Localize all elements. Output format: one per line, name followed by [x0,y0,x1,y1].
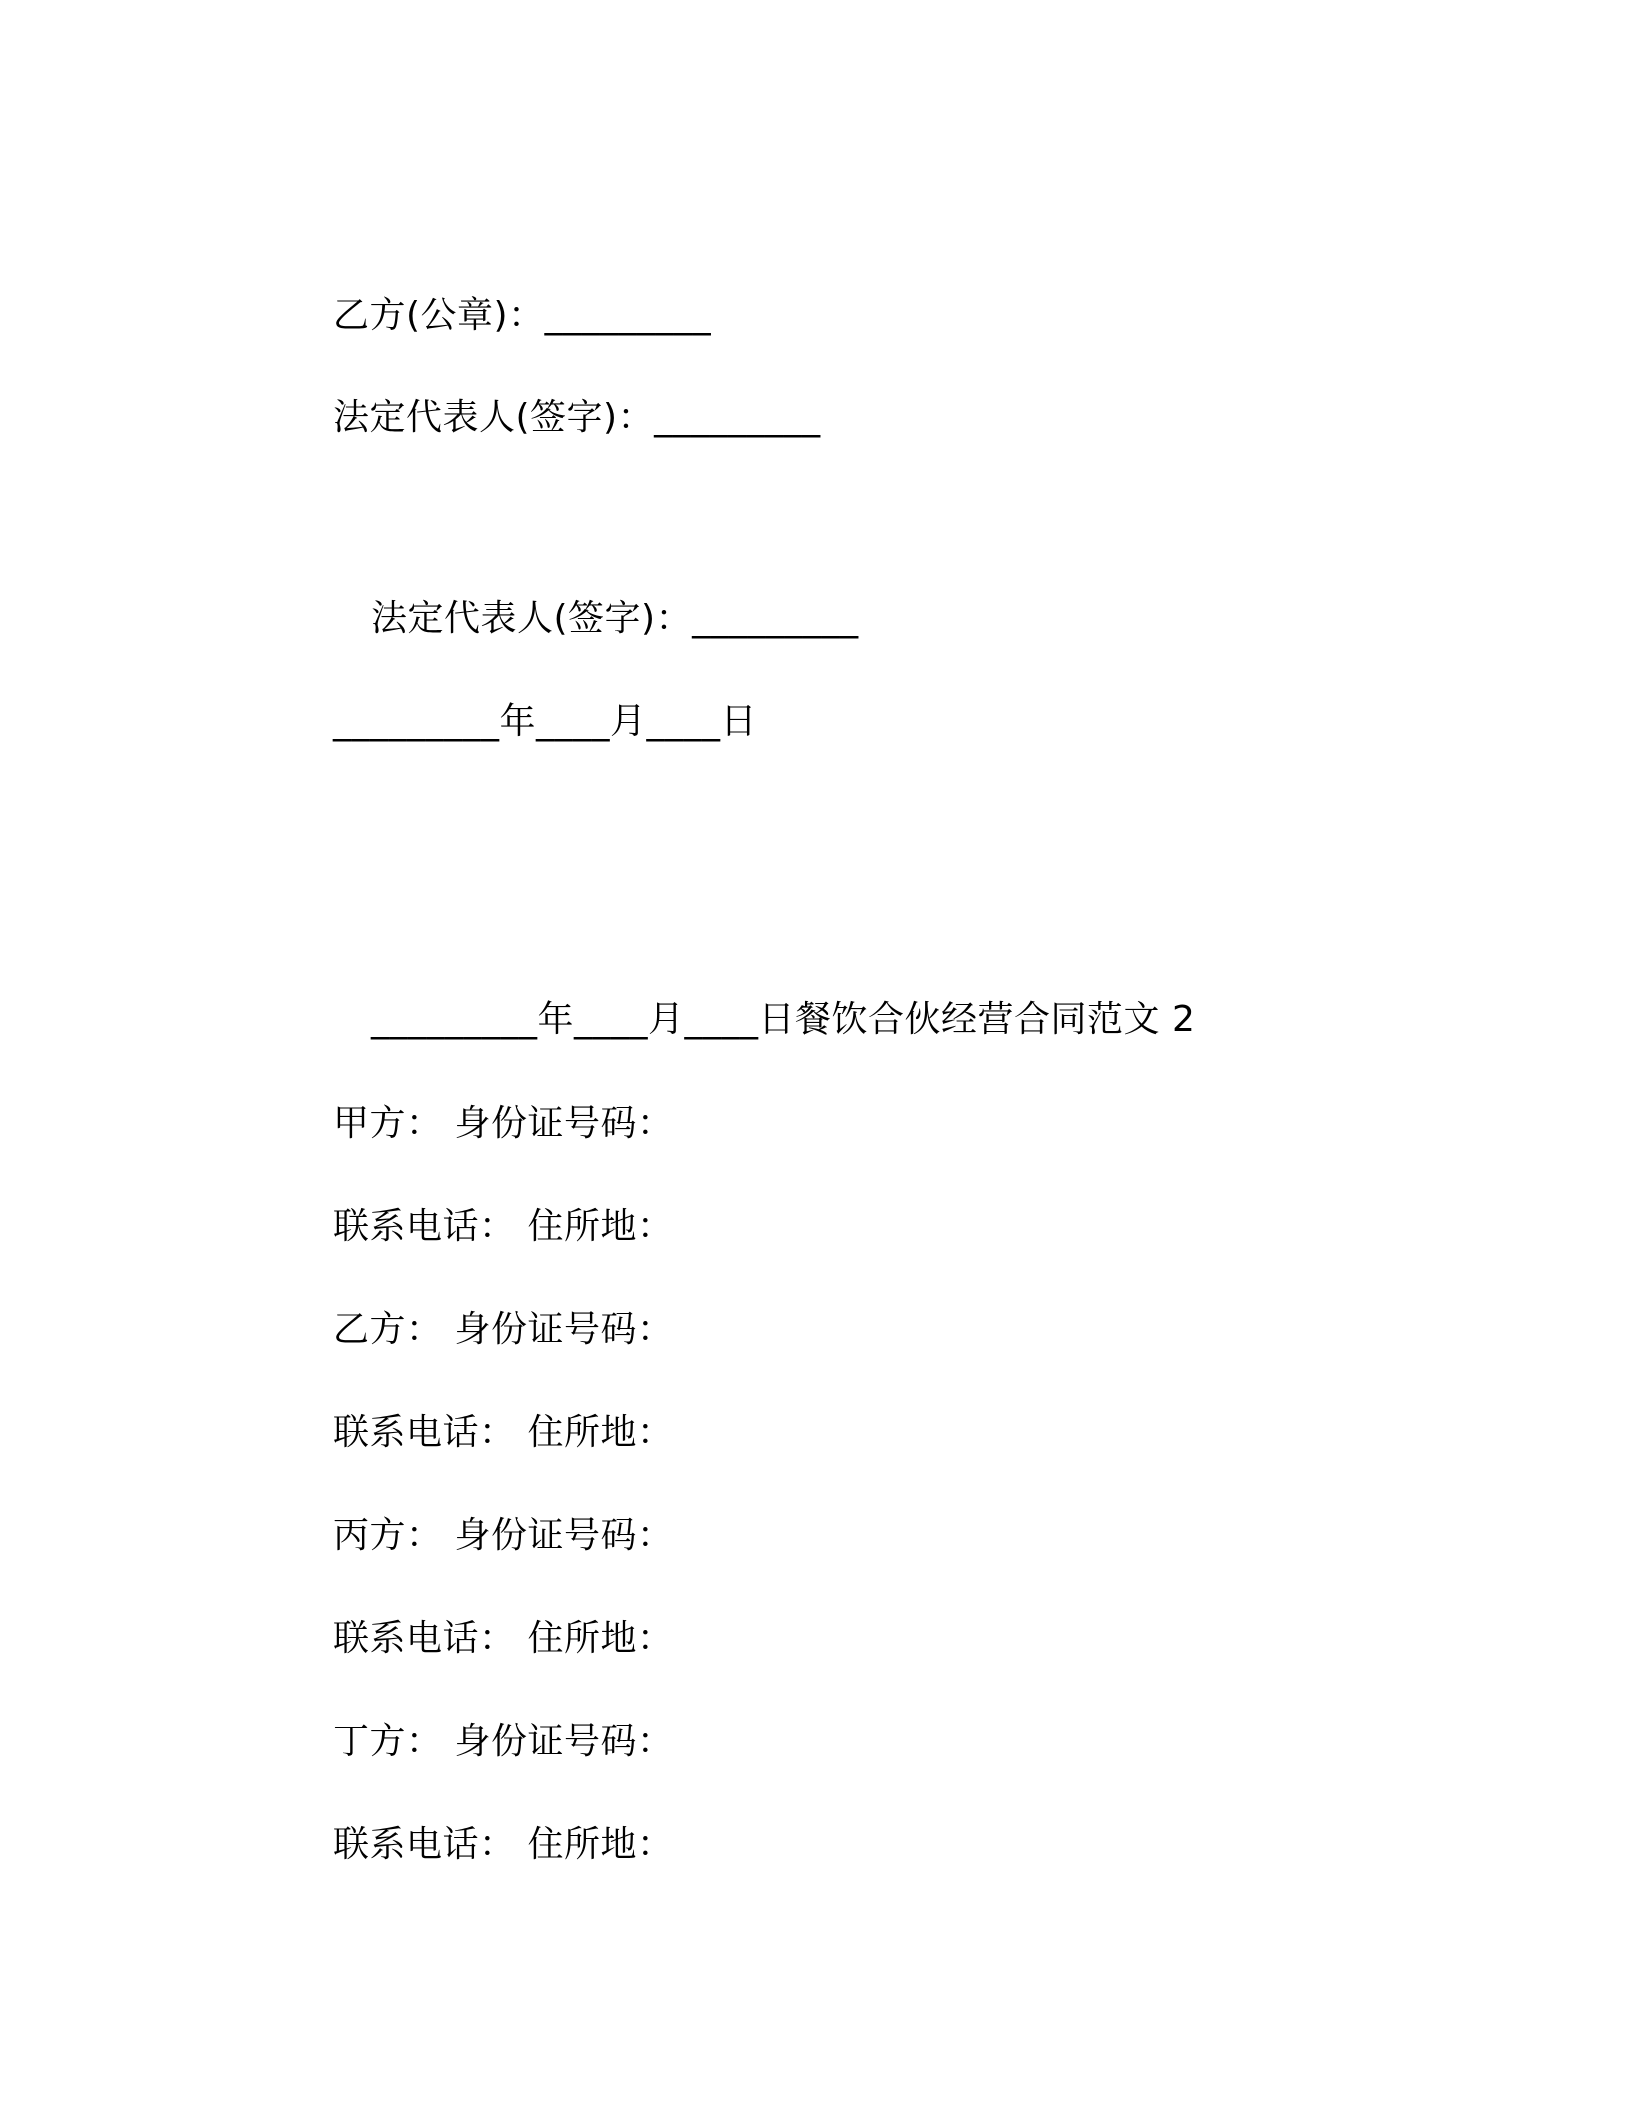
party-d-contact-line: 联系电话： 住所地： [333,1824,674,1865]
date-and-section-title-line: _________年____月____日餐饮合伙经营合同范文 2 [371,999,1196,1040]
party-c-contact-line: 联系电话： 住所地： [333,1618,674,1659]
party-a-contact-line: 联系电话： 住所地： [333,1206,674,1247]
party-c-id-line: 丙方： 身份证号码： [333,1515,674,1556]
legal-representative-line: 法定代表人(签字)：_________ [371,598,859,639]
party-d-id-line: 丁方： 身份证号码： [333,1721,674,1762]
party-b-legal-representative-line: 法定代表人(签字)：_________ [333,397,821,438]
date-line: _________年____月____日 [333,701,757,742]
party-b-seal-line: 乙方(公章)：_________ [333,295,712,336]
party-a-id-line: 甲方： 身份证号码： [333,1103,674,1144]
party-b-contact-line: 联系电话： 住所地： [333,1412,674,1453]
party-b-id-line: 乙方： 身份证号码： [333,1309,674,1350]
